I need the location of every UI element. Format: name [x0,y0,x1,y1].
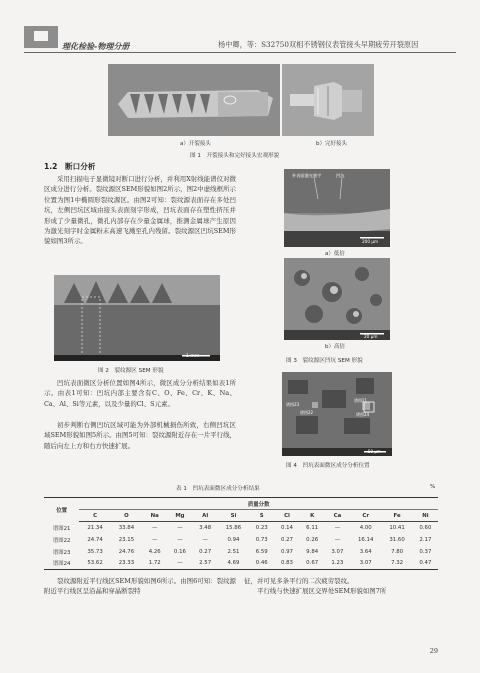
table-header-group: 质量分数 [79,498,438,510]
figure4-scale-bar: 50 μm [368,449,381,454]
table-column-header: Al [193,510,218,522]
table-cell: 4.00 [359,524,372,531]
table-cell: 4.69 [218,558,249,570]
table-cell: 9.84 [306,548,319,555]
table-cell: 0.97 [280,548,293,555]
table-cell: 24.76 [118,548,135,555]
composition-table [44,497,438,570]
journal-title: 理化检验-物理分册 [62,42,130,51]
table-cell: 7.80 [391,548,404,555]
table-cell: 3.07 [331,548,344,555]
table-row-label: 谱图23 [52,549,71,556]
table-column-header: Cl [274,510,299,522]
table-cell: 21.34 [87,524,103,531]
table-column-header: S [249,510,274,522]
table-column-header: Si [218,510,249,522]
table-cell: 0.73 [255,536,268,543]
table-cell: 0.46 [249,558,274,570]
table-header-position: 位置 [44,498,79,522]
table-cell: 53.62 [79,558,110,570]
journal-logo [24,26,58,48]
table-row [44,558,438,570]
table-column-header: Mg [167,510,192,522]
table-cell: 1.23 [325,558,350,570]
table-cell: 0.14 [280,524,293,531]
table-cell: 23.33 [111,558,142,570]
figure1-caption: 图 1 开裂接头和完好接头宏观形貌 [190,153,280,159]
table-cell: — [167,558,192,570]
table-cell: 0.67 [300,558,325,570]
table-cell: 0.23 [255,524,268,531]
table-cell: 0.94 [227,536,240,543]
table-cell: — [334,536,341,543]
table-column-header: Fe [381,510,412,522]
table-cell: — [177,536,183,543]
table-cell: 0.26 [306,536,319,543]
section-heading: 1.2 断口分析 [44,162,96,171]
table-cell: 3.48 [199,524,212,531]
table-cell: 15.86 [225,524,242,531]
table-cell: — [334,524,341,531]
table-row [44,546,438,558]
figure4-caption: 图 4 凹坑表面微区成分分析位置 [286,463,370,469]
table-column-header: Ni [413,510,438,522]
figure3a-sublabel: a）低倍 [325,251,345,257]
table-row-label: 谱图21 [52,525,71,532]
table-cell: 0.47 [413,558,438,570]
table-cell: 2.17 [419,536,432,543]
table-cell: — [152,536,158,543]
table-cell: 0.27 [199,548,212,555]
table-cell: 2.51 [227,548,240,555]
figure2-sem-photo [54,275,220,361]
table-cell: 2.57 [193,558,218,570]
figure1b-label: b）完好接头 [316,141,347,147]
paragraph-fracture-analysis: 采用扫描电子显微镜对断口进行分析，并利用X射线能谱仪对微区成分进行分析。裂纹源区SEM形貌如图2所示，图2中虚线框所示位置为图1中椭圆形裂纹源区。由图2可知：裂纹源表面存在多处凹坑，左侧凹坑区域由接头表面刻字形成，凹坑表面存在塑性挤压并形成了少量微孔，微孔内部存在少量金属球，推测金属球产生原因为激光刻字时金属粉末高速飞溅至孔内残留。裂纹源区凹坑SEM形貌如图3所示。 [44,175,236,246]
figure4-point-22: 谱图22 [300,410,314,415]
table-cell: — [152,524,158,531]
table-cell: 31.60 [389,536,405,543]
table-column-header: Ca [325,510,350,522]
figure4-point-24: 谱图24 [356,412,370,417]
figure4-point-21: 谱图21 [354,398,368,403]
running-head: 杨中卿，等：S32750双相不锈钢仪表管接头早期疲劳开裂原因 [218,40,419,49]
page-header [0,0,480,62]
table-cell: 0.27 [280,536,293,543]
table-row [44,522,438,534]
table-row-label: 谱图22 [52,537,71,544]
figure3a-label-engraving: 外表面激光刻字 [292,173,322,178]
figure4-sem-photo [282,372,392,456]
header-rule [24,52,456,53]
table-cell: 6.59 [255,548,268,555]
table-cell: 7.32 [381,558,412,570]
figure1a-cracked-fitting-photo [108,64,280,136]
paragraph-mechanical-damage: 初步判断右侧凹坑区域可能为外部机械损伤所致，右侧凹坑区域SEM形貌如图5所示。由图5可知：裂纹源附近存在一片平行线，随后向左上方和右方快速扩展。 [44,421,236,450]
figure3-caption: 图 3 裂纹源区凹坑 SEM 形貌 [286,358,363,364]
table-cell: 3.07 [350,558,381,570]
figure3b-sublabel: b）高倍 [325,344,345,350]
table-row-label: 谱图24 [44,558,79,570]
figure1a-label: a）开裂接头 [180,141,211,147]
figure2-caption: 图 2 裂纹源区 SEM 形貌 [98,368,164,374]
table-cell: — [177,524,183,531]
table1-caption: 表 1 凹坑表面微区成分分析结果 [176,486,260,492]
figure3a-sem-low-mag [284,169,390,247]
table-column-header: Na [142,510,167,522]
table-cell: 16.14 [357,536,374,543]
table-cell: 1.72 [142,558,167,570]
table-cell: 0.37 [419,548,432,555]
table-cell: 23.15 [118,536,135,543]
figure1b-intact-fitting-photo [282,64,374,136]
table-row [44,534,438,546]
table-cell: 0.83 [274,558,299,570]
table-cell: 0.16 [173,548,186,555]
table-cell: 35.73 [87,548,103,555]
paragraph-bottom-left: 裂纹源附近平行线区SEM形貌如图6所示。由图6可知：裂纹源附近平行线区呈沿晶和穿晶断裂特 [44,577,236,596]
figure3b-scale-bar: 20 μm [364,334,378,339]
figure3a-label-pit: 凹坑 [336,173,345,178]
figure3b-sem-high-mag [284,258,390,340]
table-cell: 3.64 [359,548,372,555]
figure2-scale-bar: 1 mm [186,354,200,359]
paragraph-bottom-right-line1: 征，并可见多条平行的二次疲劳裂纹。 [244,577,354,585]
table-cell: 10.41 [389,524,405,531]
figure3a-scale-bar: 200 μm [362,239,379,244]
page-number: 29 [429,647,438,655]
paragraph-bottom-right-line2: 平行线与快速扩展区交界处SEM形貌如图7所 [257,587,387,595]
table-cell: 6.11 [306,524,319,531]
table-column-header: Cr [350,510,381,522]
table-cell: — [202,536,208,543]
table-cell: 24.74 [87,536,103,543]
table1-unit: % [430,484,436,490]
table-cell: 4.26 [148,548,161,555]
table-column-header: O [111,510,142,522]
figure4-point-23: 谱图23 [286,402,300,407]
table-cell: 33.84 [118,524,135,531]
table-column-header: K [300,510,325,522]
table-column-header: C [79,510,110,522]
table-cell: 0.60 [419,524,432,531]
paragraph-microarea-analysis: 凹坑表面微区分析位置如图4所示，微区成分分析结果如表1所示。由表1可知：凹坑内部主要含有C、O、Fe、Cr、K、Na、Ca、Al、Si等元素，以及少量的Cl、S元素。 [44,379,236,408]
